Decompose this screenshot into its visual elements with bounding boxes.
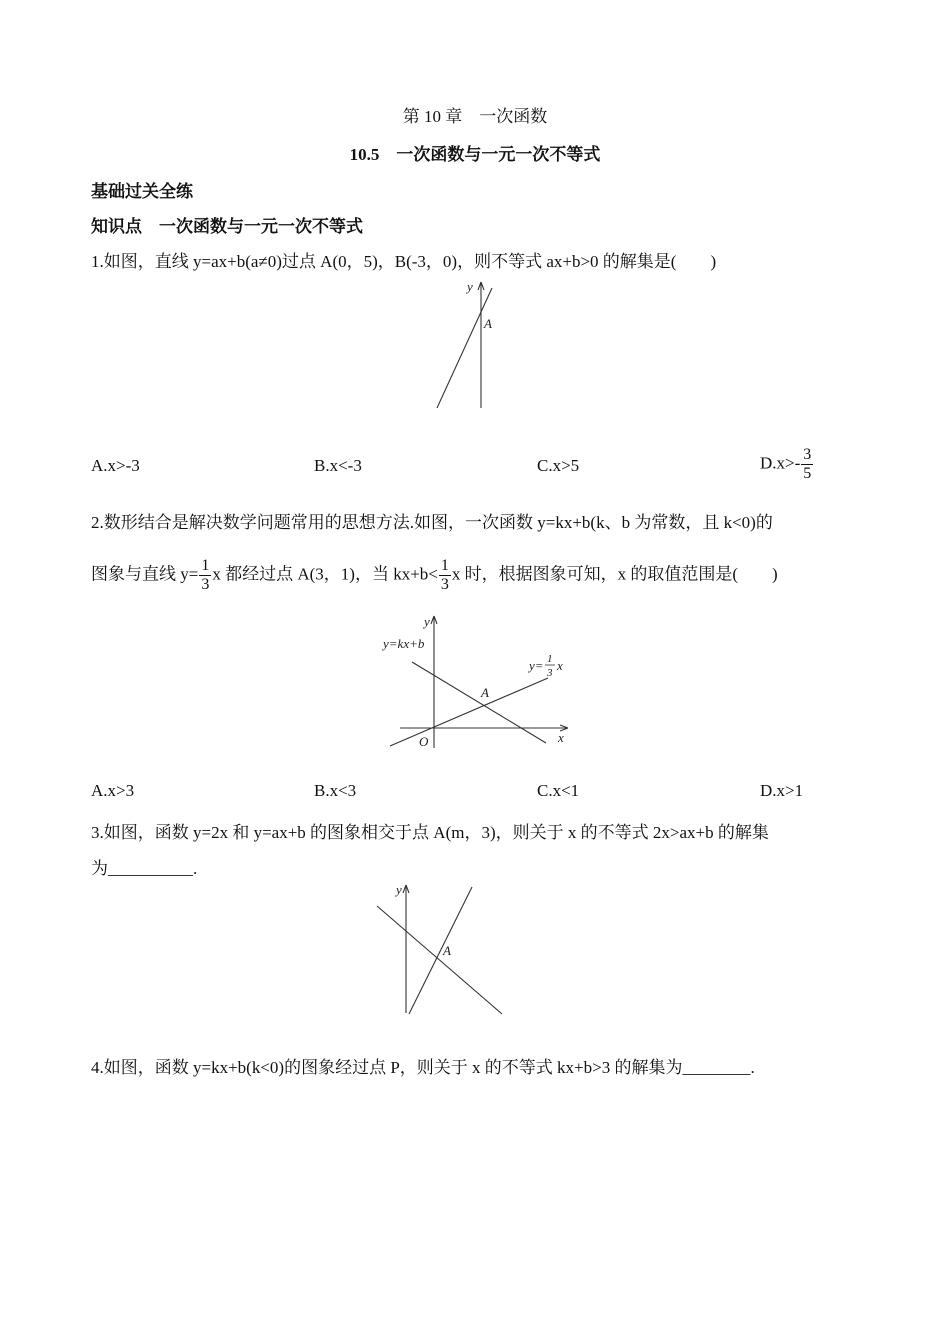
q3-line2: 为__________. xyxy=(91,859,198,878)
q2-option-d[interactable]: D.x>1 xyxy=(760,781,804,800)
q4-stem: 4.如图，函数 y=kx+b(k<0)的图象经过点 P，则关于 x 的不等式 kx+b>3 的解集为________. xyxy=(91,1058,755,1077)
q2-line2: 图象与直线 y= $\frac{1}{3}$ x 都经过点 A(3，1)，当 kx+b< $\frac{1}{3}$ x 时，根据图象可知，x 的取值范围是( ) xyxy=(91,557,778,593)
q2-line2-label-prefix: y= xyxy=(529,658,544,673)
q2-option-a[interactable]: A.x>3 xyxy=(91,781,135,800)
q2-fraction-2: $\frac{1}{3}$ xyxy=(440,557,449,593)
q2-option-b[interactable]: B.x<3 xyxy=(314,781,357,800)
q3-y-label: y xyxy=(396,882,402,897)
q1-option-b[interactable]: B.x<-3 xyxy=(314,456,362,475)
q2-line1: 2.数形结合是解决数学问题常用的思想方法.如图，一次函数 y=kx+b(k、b 为常数，且 k<0)的 xyxy=(91,513,773,532)
knowledge-point-title: 知识点 一次函数与一元一次不等式 xyxy=(91,217,363,236)
chapter-title: 第 10 章 一次函数 xyxy=(402,107,548,126)
q1-point-label: A xyxy=(484,316,492,331)
q1-stem: 1.如图，直线 y=ax+b(a≠0)过点 A(0，5)，B(-3，0)，则不等式 ax+b>0 的解集是( ) xyxy=(91,252,717,271)
q2-option-c[interactable]: C.x<1 xyxy=(537,781,580,800)
practice-title: 基础过关全练 xyxy=(91,182,193,201)
q1-option-d-prefix: D.x>- xyxy=(760,453,801,473)
q1-option-c[interactable]: C.x>5 xyxy=(537,456,580,475)
q3-point-label: A xyxy=(443,943,451,958)
q2-line2-label-den: 3 xyxy=(547,667,553,679)
q3-line-decreasing xyxy=(377,906,502,1014)
q2-origin-label: O xyxy=(419,734,429,749)
q1-y-label: y xyxy=(467,279,473,294)
section-title: 10.5 一次函数与一元一次不等式 xyxy=(349,145,601,164)
q2-line1-label: y=kx+b xyxy=(383,636,425,651)
q1-option-d-fraction: $\frac{3}{5}$ xyxy=(803,446,812,482)
q3-line1: 3.如图，函数 y=2x 和 y=ax+b 的图象相交于点 A(m，3)，则关于 x 的不等式 2x>ax+b 的解集 xyxy=(91,823,769,842)
q1-option-a[interactable]: A.x>-3 xyxy=(91,456,140,475)
q3-line-increasing xyxy=(409,887,472,1014)
q2-line2-label-suffix: x xyxy=(557,658,563,673)
q2-point-label: A xyxy=(481,685,489,700)
q2-fraction-1: $\frac{1}{3}$ xyxy=(201,557,210,593)
q2-line2-label-num: 1 xyxy=(547,653,553,665)
q2-x-label: x xyxy=(558,730,564,745)
q2-y-label: y xyxy=(424,614,430,629)
